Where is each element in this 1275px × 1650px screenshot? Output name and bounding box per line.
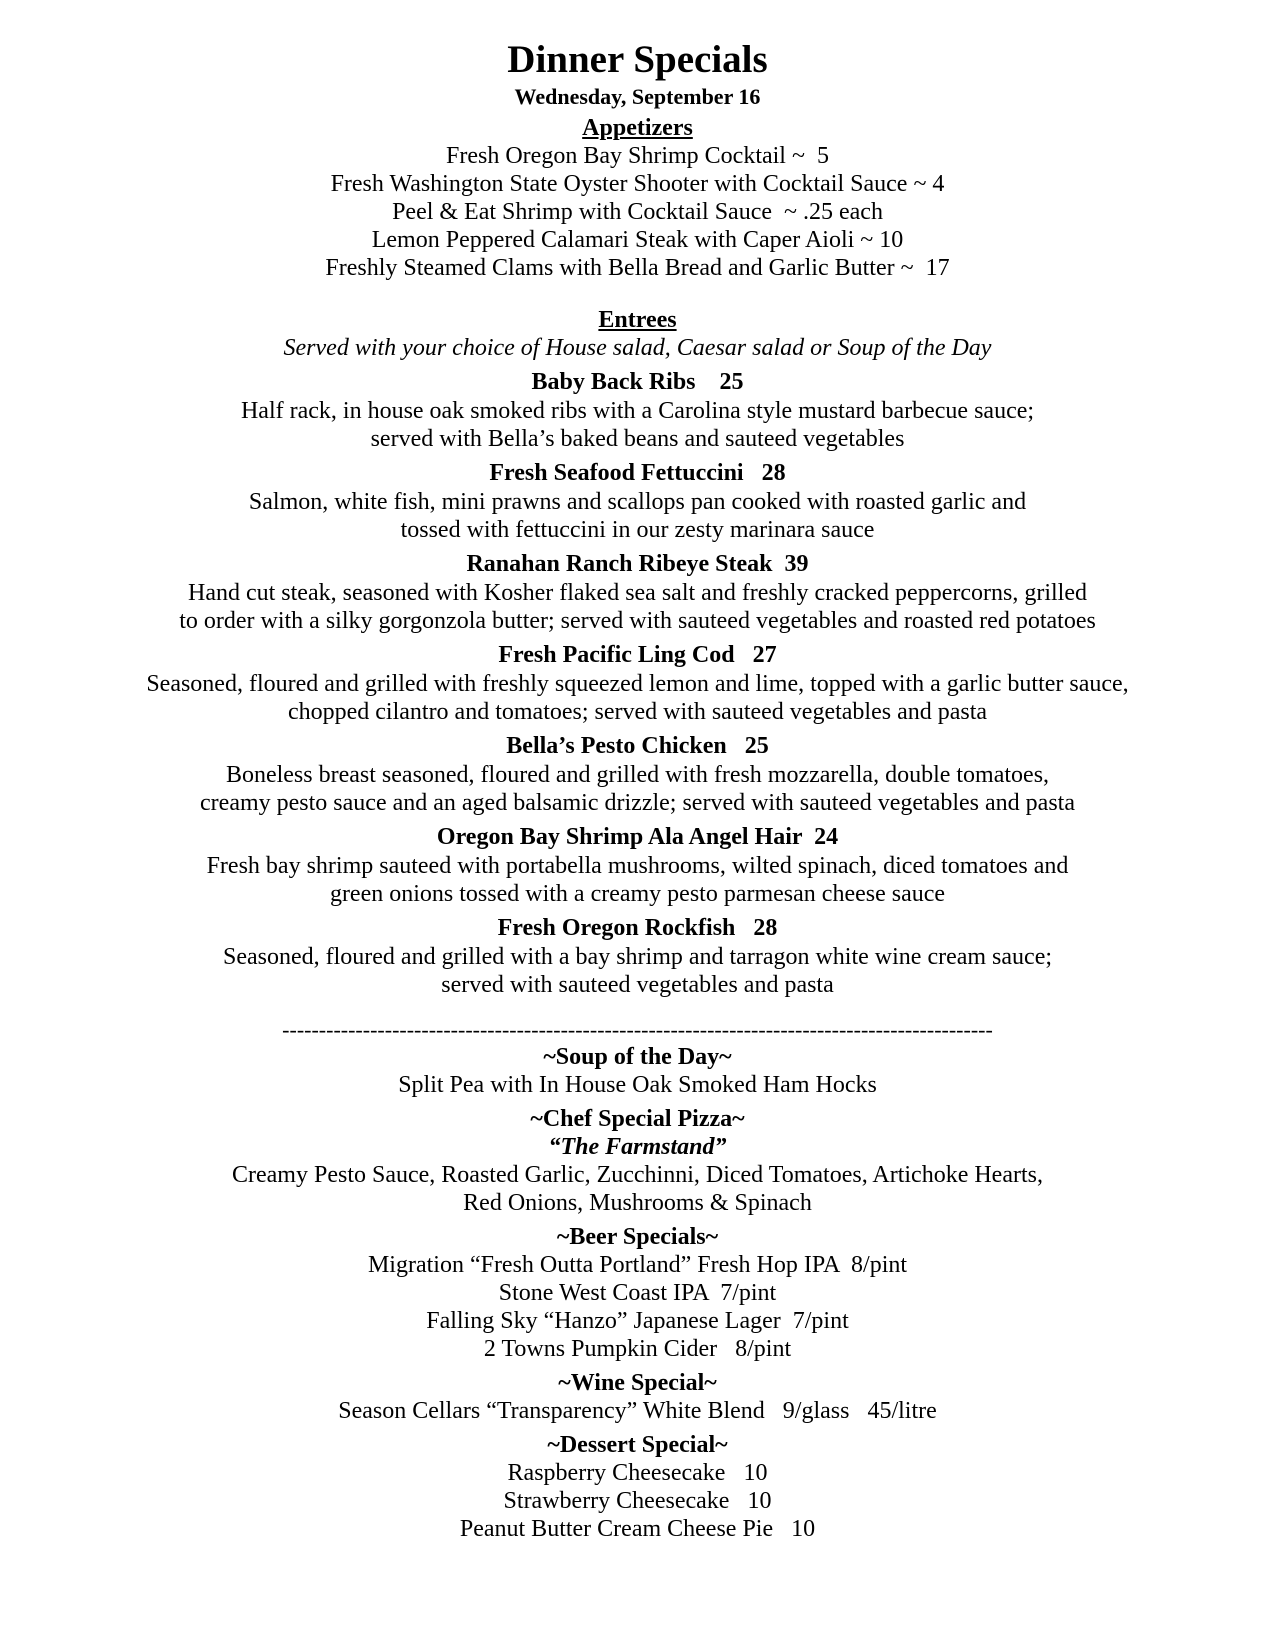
appetizer-item: Peel & Eat Shrimp with Cocktail Sauce ~ .25 each <box>392 199 883 225</box>
entrees-heading: Entrees <box>598 307 677 333</box>
entree-item <box>0 823 1275 908</box>
entree-description: green onions tossed with a creamy pesto parmesan cheese sauce <box>329 881 946 907</box>
beer-item: 2 Towns Pumpkin Cider 8/pint <box>483 1336 792 1362</box>
entree-description: Hand cut steak, seasoned with Kosher flaked sea salt and freshly cracked peppercorns, grilled <box>187 580 1087 606</box>
entree-name: Fresh Oregon Rockfish 28 <box>497 915 778 941</box>
appetizer-item: Fresh Washington State Oyster Shooter with Cocktail Sauce ~ 4 <box>330 171 945 197</box>
entree-item <box>0 550 1275 635</box>
entree-description: chopped cilantro and tomatoes; served with sauteed vegetables and pasta <box>287 699 988 725</box>
entrees-note: Served with your choice of House salad, Caesar salad or Soup of the Day <box>283 335 992 361</box>
appetizer-item: Lemon Peppered Calamari Steak with Caper Aioli ~ 10 <box>371 227 904 253</box>
entree-description: Half rack, in house oak smoked ribs with a Carolina style mustard barbecue sauce; <box>240 398 1035 424</box>
pizza-heading: ~Chef Special Pizza~ <box>530 1106 745 1132</box>
soup-heading: ~Soup of the Day~ <box>543 1044 732 1070</box>
beer-item: Stone West Coast IPA 7/pint <box>498 1280 777 1306</box>
soup-item: Split Pea with In House Oak Smoked Ham Hocks <box>398 1072 877 1098</box>
appetizers-heading: Appetizers <box>582 115 693 141</box>
entree-name: Baby Back Ribs 25 <box>531 369 744 395</box>
entree-description: Fresh bay shrimp sauteed with portabella mushrooms, wilted spinach, diced tomatoes and <box>206 853 1069 879</box>
appetizer-item: Freshly Steamed Clams with Bella Bread and Garlic Butter ~ 17 <box>325 255 950 281</box>
entree-description: tossed with fettuccini in our zesty marinara sauce <box>400 517 875 543</box>
beer-heading: ~Beer Specials~ <box>556 1224 719 1250</box>
entree-name: Oregon Bay Shrimp Ala Angel Hair 24 <box>436 824 839 850</box>
entree-name: Fresh Pacific Ling Cod 27 <box>498 642 777 668</box>
beer-item: Falling Sky “Hanzo” Japanese Lager 7/pint <box>426 1308 849 1334</box>
entree-item <box>0 459 1275 544</box>
dessert-item: Peanut Butter Cream Cheese Pie 10 <box>459 1516 816 1542</box>
soup-section <box>0 1043 1275 1099</box>
dessert-section <box>0 1431 1275 1543</box>
appetizer-item: Fresh Oregon Bay Shrimp Cocktail ~ 5 <box>446 143 829 169</box>
entrees-section <box>0 306 1275 999</box>
entree-description: Seasoned, floured and grilled with a bay shrimp and tarragon white wine cream sauce; <box>222 944 1053 970</box>
entree-description: Seasoned, floured and grilled with freshly squeezed lemon and lime, topped with a garlic butter sauce, <box>146 671 1129 697</box>
entree-description: served with sauteed vegetables and pasta <box>441 972 834 998</box>
wine-section <box>0 1369 1275 1425</box>
entree-description: Salmon, white fish, mini prawns and scallops pan cooked with roasted garlic and <box>248 489 1027 515</box>
entree-item <box>0 641 1275 726</box>
pizza-description: Red Onions, Mushrooms & Spinach <box>463 1190 812 1216</box>
beer-item: Migration “Fresh Outta Portland” Fresh Hop IPA 8/pint <box>367 1252 908 1278</box>
entree-description: served with Bella’s baked beans and sauteed vegetables <box>370 426 905 452</box>
entree-name: Fresh Seafood Fettuccini 28 <box>489 460 786 486</box>
entree-item <box>0 368 1275 453</box>
wine-item: Season Cellars “Transparency” White Blend 9/glass 45/litre <box>338 1398 937 1424</box>
pizza-description: Creamy Pesto Sauce, Roasted Garlic, Zucchinni, Diced Tomatoes, Artichoke Hearts, <box>232 1162 1043 1188</box>
pizza-name: “The Farmstand” <box>548 1134 727 1160</box>
beer-section <box>0 1223 1275 1363</box>
entree-name: Bella’s Pesto Chicken 25 <box>506 733 769 759</box>
dessert-item: Strawberry Cheesecake 10 <box>503 1488 772 1514</box>
appetizers-section <box>0 114 1275 282</box>
wine-heading: ~Wine Special~ <box>558 1370 717 1396</box>
entree-item <box>0 732 1275 817</box>
entree-name: Ranahan Ranch Ribeye Steak 39 <box>466 551 809 577</box>
entree-description: creamy pesto sauce and an aged balsamic drizzle; served with sauteed vegetables and pasta <box>200 790 1075 816</box>
entree-description: Boneless breast seasoned, floured and grilled with fresh mozzarella, double tomatoes, <box>225 762 1050 788</box>
dessert-heading: ~Dessert Special~ <box>547 1432 728 1458</box>
entree-item <box>0 914 1275 999</box>
menu-date: Wednesday, September 16 <box>514 84 761 109</box>
entree-description: to order with a silky gorgonzola butter; served with sauteed vegetables and roasted red potatoes <box>179 608 1096 634</box>
dashed-divider: ------------------------------------------------------------------------------------------------- <box>282 1017 993 1042</box>
pizza-section <box>0 1105 1275 1217</box>
page-title: Dinner Specials <box>507 38 768 81</box>
dessert-item: Raspberry Cheesecake 10 <box>507 1460 768 1486</box>
